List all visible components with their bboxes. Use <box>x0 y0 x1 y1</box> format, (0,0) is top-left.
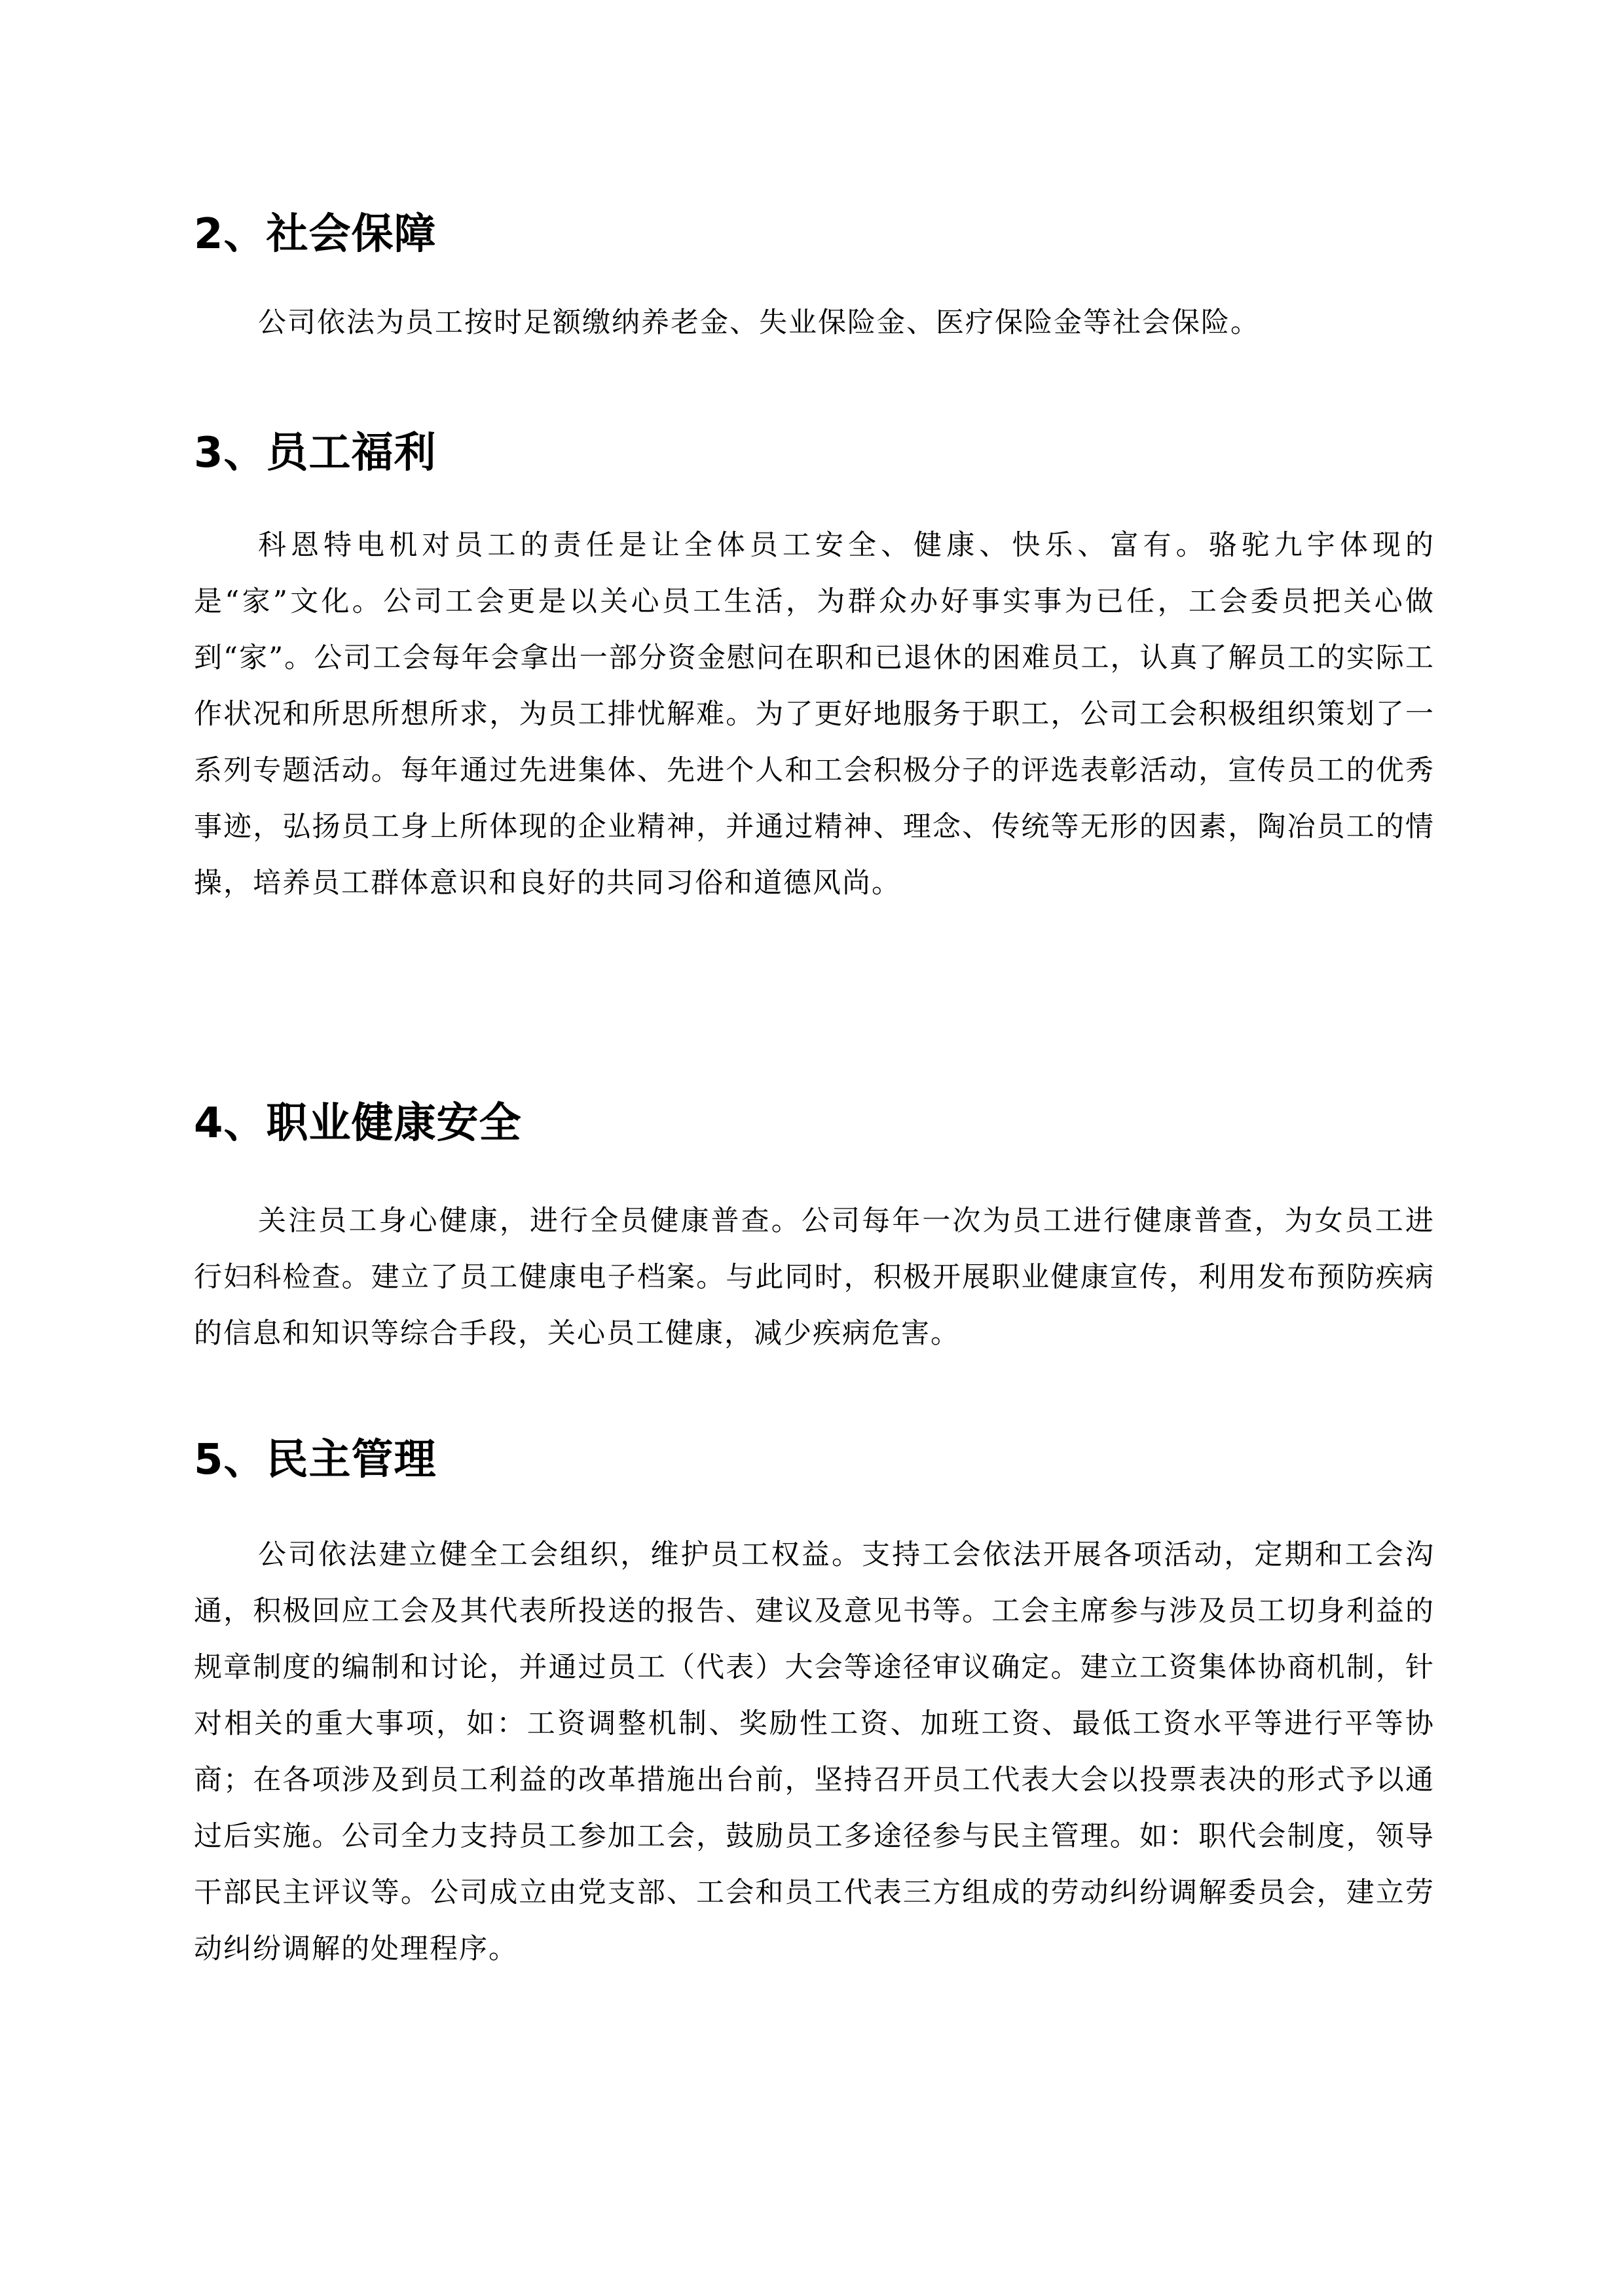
section-heading: 4、职业健康安全 <box>194 1099 522 1148</box>
section-paragraph: 科恩特电机对员工的责任是让全体员工安全、健康、快乐、富有。骆驼九宇体现的是“家”文化。公司工会更是以关心员工生活，为群众办好事实事为已任，工会委员把关心做到“家”。公司工会每年会拿出一部分资金慰问在职和已退休的困难员工，认真了解员工的实际工作状况和所思所想所求，为员工排忧解难。为了更好地服务于职工，公司工会积极组织策划了一系列专题活动。每年通过先进集体、先进个人和工会积极分子的评选表彰活动，宣传员工的优秀事迹，弘扬员工身上所体现的企业精神，并通过精神、理念、传统等无形的因素，陶冶员工的情操，培养员工群体意识和良好的共同习俗和道德风尚。 <box>194 529 1435 900</box>
section-occupational-health-safety <box>194 1097 1435 1362</box>
section-paragraph: 公司依法为员工按时足额缴纳养老金、失业保险金、医疗保险金等社会保险。 <box>258 306 1260 339</box>
section-employee-benefits <box>194 427 1435 911</box>
section-paragraph: 公司依法建立健全工会组织，维护员工权益。支持工会依法开展各项活动，定期和工会沟通，积极回应工会及其代表所投送的报告、建议及意见书等。工会主席参与涉及员工切身利益的规章制度的编制和讨论，并通过员工（代表）大会等途径审议确定。建立工资集体协商机制，针对相关的重大事项，如：工资调整机制、奖励性工资、加班工资、最低工资水平等进行平等协商；在各项涉及到员工利益的改革措施出台前，坚持召开员工代表大会以投票表决的形式予以通过后实施。公司全力支持员工参加工会，鼓励员工多途径参与民主管理。如：职代会制度，领导干部民主评议等。公司成立由党支部、工会和员工代表三方组成的劳动纠纷调解委员会，建立劳动纠纷调解的处理程序。 <box>194 1539 1435 1965</box>
section-social-security <box>194 208 1435 351</box>
section-paragraph: 关注员工身心健康，进行全员健康普查。公司每年一次为员工进行健康普查，为女员工进行妇科检查。建立了员工健康电子档案。与此同时，积极开展职业健康宣传，利用发布预防疾病的信息和知识等综合手段，关心员工健康，减少疾病危害。 <box>194 1205 1435 1350</box>
section-democratic-management <box>194 1434 1435 1977</box>
section-heading: 3、员工福利 <box>194 429 437 477</box>
section-heading: 5、民主管理 <box>194 1436 437 1484</box>
section-heading: 2、社会保障 <box>194 210 437 259</box>
